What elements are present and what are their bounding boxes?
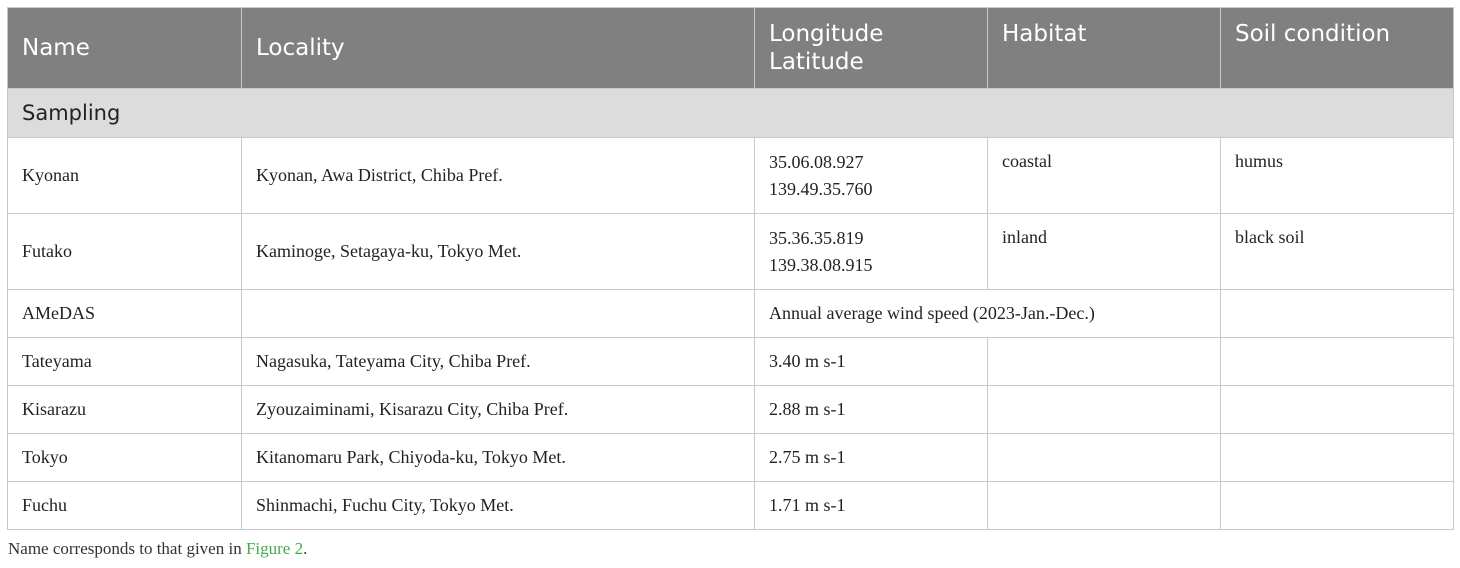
cell-wind-speed: 2.75 m s-1	[755, 434, 988, 482]
data-table	[7, 7, 1454, 530]
header-row	[8, 8, 1454, 89]
cell-habitat	[988, 386, 1221, 434]
cell-locality: Zyouzaiminami, Kisarazu City, Chiba Pref.	[242, 386, 755, 434]
cell-latitude: 139.49.35.760	[769, 178, 873, 199]
cell-habitat: coastal	[988, 138, 1221, 214]
header-soil-condition: Soil condition	[1221, 8, 1454, 89]
cell-wind-note: Annual average wind speed (2023-Jan.-Dec.)	[755, 290, 1221, 338]
header-name: Name	[8, 8, 242, 89]
cell-soil	[1221, 386, 1454, 434]
header-latitude: Latitude	[769, 49, 864, 75]
table-row	[8, 138, 1454, 214]
cell-name: Fuchu	[8, 482, 242, 530]
cell-habitat: inland	[988, 214, 1221, 290]
table-row	[8, 214, 1454, 290]
section-label: Sampling	[8, 89, 1454, 138]
footnote-text: Name corresponds to that given in	[8, 539, 246, 558]
section-row-sampling	[8, 89, 1454, 138]
cell-name: Kyonan	[8, 138, 242, 214]
cell-locality	[242, 290, 755, 338]
cell-longitude: 35.06.08.927	[769, 151, 864, 172]
cell-soil	[1221, 434, 1454, 482]
cell-locality: Kaminoge, Setagaya-ku, Tokyo Met.	[242, 214, 755, 290]
cell-name: Kisarazu	[8, 386, 242, 434]
table-row	[8, 482, 1454, 530]
cell-habitat	[988, 434, 1221, 482]
cell-soil: black soil	[1221, 214, 1454, 290]
cell-coordinates	[755, 138, 988, 214]
cell-name: Tateyama	[8, 338, 242, 386]
cell-name: Tokyo	[8, 434, 242, 482]
table-row	[8, 434, 1454, 482]
cell-locality: Nagasuka, Tateyama City, Chiba Pref.	[242, 338, 755, 386]
cell-name: Futako	[8, 214, 242, 290]
header-longitude: Longitude	[769, 21, 884, 47]
cell-wind-speed: 3.40 m s-1	[755, 338, 988, 386]
cell-soil	[1221, 482, 1454, 530]
cell-wind-speed: 1.71 m s-1	[755, 482, 988, 530]
table-footnote	[8, 539, 307, 559]
table-row	[8, 338, 1454, 386]
cell-locality: Kitanomaru Park, Chiyoda-ku, Tokyo Met.	[242, 434, 755, 482]
cell-soil: humus	[1221, 138, 1454, 214]
cell-habitat	[988, 482, 1221, 530]
cell-wind-speed: 2.88 m s-1	[755, 386, 988, 434]
cell-name: AMeDAS	[8, 290, 242, 338]
figure-2-link[interactable]: Figure 2	[245, 539, 304, 558]
table-row-amedas	[8, 290, 1454, 338]
cell-soil	[1221, 338, 1454, 386]
cell-coordinates	[755, 214, 988, 290]
cell-locality: Shinmachi, Fuchu City, Tokyo Met.	[242, 482, 755, 530]
header-locality: Locality	[242, 8, 755, 89]
cell-locality: Kyonan, Awa District, Chiba Pref.	[242, 138, 755, 214]
table-row	[8, 386, 1454, 434]
cell-latitude: 139.38.08.915	[769, 254, 873, 275]
table-header	[8, 8, 1454, 89]
cell-habitat	[988, 338, 1221, 386]
cell-longitude: 35.36.35.819	[769, 227, 864, 248]
table-body	[8, 89, 1454, 530]
header-coordinates	[755, 8, 988, 89]
header-habitat: Habitat	[988, 8, 1221, 89]
footnote-period: .	[303, 539, 308, 558]
cell-soil	[1221, 290, 1454, 338]
